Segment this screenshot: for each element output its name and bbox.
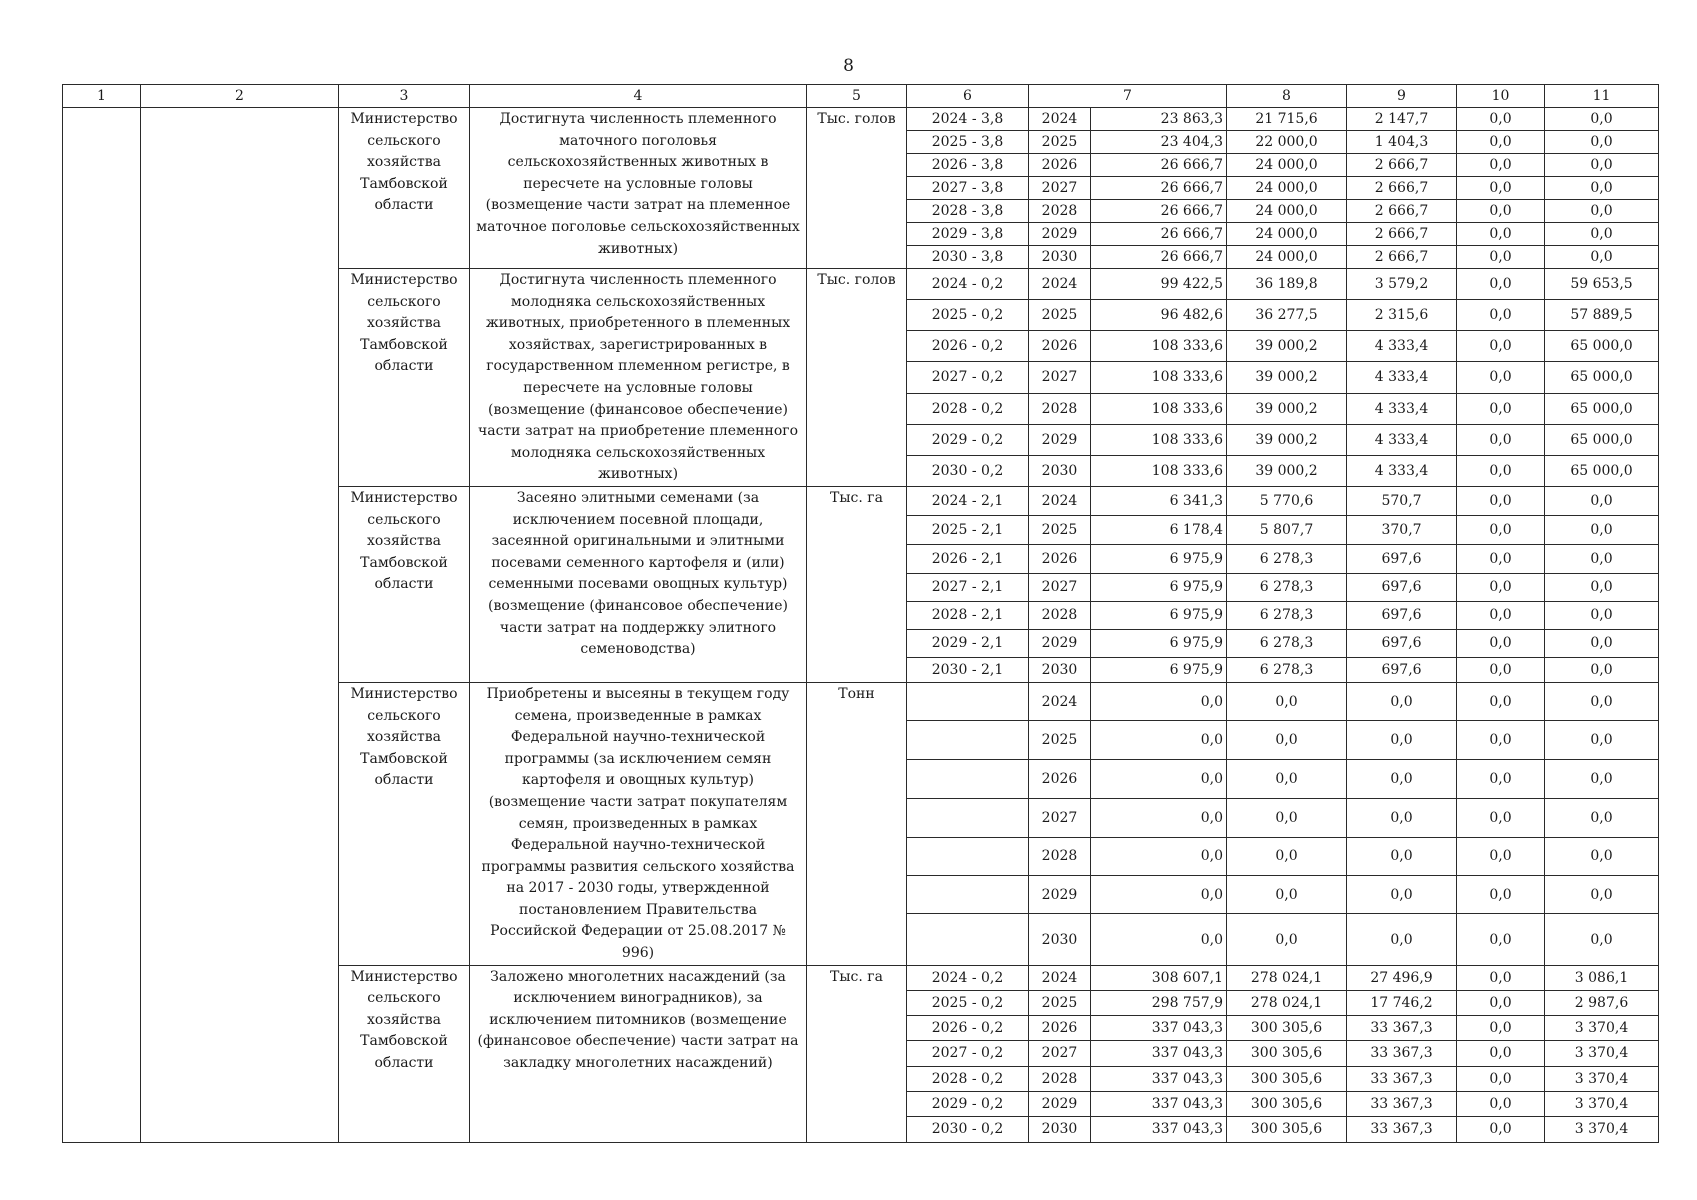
unit-cell-text: Тыс. га <box>830 489 883 506</box>
target-value-cell: 2029 - 3,8 <box>907 223 1029 246</box>
target-value-cell: 2027 - 2,1 <box>907 573 1029 601</box>
local-budget-cell: 0,0 <box>1457 601 1545 629</box>
local-budget-cell: 0,0 <box>1457 200 1545 223</box>
header-col-7: 7 <box>1029 85 1227 108</box>
year-cell: 2026 <box>1029 544 1091 573</box>
description-cell <box>470 965 807 1142</box>
local-budget-cell: 0,0 <box>1457 424 1545 455</box>
target-value-cell: 2025 - 0,2 <box>907 990 1029 1015</box>
total-cell: 0,0 <box>1091 799 1227 837</box>
regional-budget-cell: 4 333,4 <box>1347 362 1457 393</box>
total-cell: 6 341,3 <box>1091 486 1227 515</box>
target-value-cell: 2026 - 0,2 <box>907 331 1029 362</box>
local-budget-cell: 0,0 <box>1457 876 1545 914</box>
regional-budget-cell: 2 666,7 <box>1347 200 1457 223</box>
col-2-cell <box>141 108 339 1143</box>
extrabudget-cell: 0,0 <box>1545 544 1659 573</box>
extrabudget-cell: 65 000,0 <box>1545 362 1659 393</box>
regional-budget-cell: 0,0 <box>1347 721 1457 759</box>
regional-budget-cell: 0,0 <box>1347 837 1457 875</box>
extrabudget-cell: 0,0 <box>1545 682 1659 720</box>
regional-budget-cell: 697,6 <box>1347 573 1457 601</box>
regional-budget-cell: 2 666,7 <box>1347 223 1457 246</box>
year-cell: 2030 <box>1029 914 1091 965</box>
header-col-8: 8 <box>1227 85 1347 108</box>
federal-budget-cell: 0,0 <box>1227 876 1347 914</box>
total-cell: 337 043,3 <box>1091 1091 1227 1116</box>
target-value-cell: 2030 - 0,2 <box>907 455 1029 486</box>
unit-cell-text: Тонн <box>838 685 875 702</box>
regional-budget-cell: 2 315,6 <box>1347 300 1457 331</box>
extrabudget-cell: 57 889,5 <box>1545 300 1659 331</box>
col-1-cell <box>63 108 141 1143</box>
ministry-cell <box>339 108 470 269</box>
unit-cell-text: Тыс. голов <box>817 272 896 288</box>
year-cell: 2028 <box>1029 393 1091 424</box>
target-value-cell <box>907 721 1029 759</box>
ministry-cell <box>339 682 470 965</box>
regional-budget-cell: 0,0 <box>1347 799 1457 837</box>
federal-budget-cell: 36 189,8 <box>1227 269 1347 300</box>
extrabudget-cell: 65 000,0 <box>1545 424 1659 455</box>
year-cell: 2026 <box>1029 154 1091 177</box>
unit-cell <box>807 108 907 269</box>
unit-cell <box>807 682 907 965</box>
total-cell: 337 043,3 <box>1091 1040 1227 1066</box>
local-budget-cell: 0,0 <box>1457 965 1545 990</box>
extrabudget-cell: 65 000,0 <box>1545 455 1659 486</box>
total-cell: 23 404,3 <box>1091 131 1227 154</box>
extrabudget-cell: 0,0 <box>1545 154 1659 177</box>
local-budget-cell: 0,0 <box>1457 331 1545 362</box>
year-cell: 2028 <box>1029 837 1091 875</box>
local-budget-cell: 0,0 <box>1457 1091 1545 1116</box>
federal-budget-cell: 6 278,3 <box>1227 573 1347 601</box>
federal-budget-cell: 22 000,0 <box>1227 131 1347 154</box>
regional-budget-cell: 570,7 <box>1347 486 1457 515</box>
local-budget-cell: 0,0 <box>1457 799 1545 837</box>
federal-budget-cell: 39 000,2 <box>1227 455 1347 486</box>
federal-budget-cell: 24 000,0 <box>1227 177 1347 200</box>
ministry-cell-text: Министерство сельского хозяйства Тамбовской области <box>350 272 458 375</box>
year-cell: 2024 <box>1029 486 1091 515</box>
target-value-cell: 2029 - 0,2 <box>907 1091 1029 1116</box>
target-value-cell: 2026 - 2,1 <box>907 544 1029 573</box>
target-value-cell: 2024 - 0,2 <box>907 269 1029 300</box>
regional-budget-cell: 2 666,7 <box>1347 154 1457 177</box>
federal-budget-cell: 39 000,2 <box>1227 393 1347 424</box>
local-budget-cell: 0,0 <box>1457 515 1545 544</box>
local-budget-cell: 0,0 <box>1457 1015 1545 1040</box>
target-value-cell <box>907 759 1029 799</box>
extrabudget-cell: 3 370,4 <box>1545 1091 1659 1116</box>
target-value-cell: 2025 - 3,8 <box>907 131 1029 154</box>
federal-budget-cell: 300 305,6 <box>1227 1116 1347 1142</box>
table-row <box>63 108 1659 131</box>
regional-budget-cell: 33 367,3 <box>1347 1015 1457 1040</box>
extrabudget-cell: 0,0 <box>1545 223 1659 246</box>
unit-cell <box>807 269 907 487</box>
federal-budget-cell: 24 000,0 <box>1227 223 1347 246</box>
year-cell: 2028 <box>1029 601 1091 629</box>
regional-budget-cell: 4 333,4 <box>1347 424 1457 455</box>
local-budget-cell: 0,0 <box>1457 154 1545 177</box>
federal-budget-cell: 21 715,6 <box>1227 108 1347 131</box>
total-cell: 0,0 <box>1091 837 1227 875</box>
year-cell: 2025 <box>1029 131 1091 154</box>
total-cell: 26 666,7 <box>1091 200 1227 223</box>
target-value-cell: 2024 - 0,2 <box>907 965 1029 990</box>
total-cell: 337 043,3 <box>1091 1066 1227 1091</box>
target-value-cell <box>907 837 1029 875</box>
federal-budget-cell: 39 000,2 <box>1227 424 1347 455</box>
extrabudget-cell: 0,0 <box>1545 799 1659 837</box>
local-budget-cell: 0,0 <box>1457 1066 1545 1091</box>
local-budget-cell: 0,0 <box>1457 657 1545 682</box>
extrabudget-cell: 0,0 <box>1545 721 1659 759</box>
target-value-cell: 2028 - 2,1 <box>907 601 1029 629</box>
total-cell: 0,0 <box>1091 876 1227 914</box>
regional-budget-cell: 697,6 <box>1347 544 1457 573</box>
year-cell: 2024 <box>1029 269 1091 300</box>
target-value-cell: 2027 - 0,2 <box>907 1040 1029 1066</box>
federal-budget-cell: 300 305,6 <box>1227 1015 1347 1040</box>
regional-budget-cell: 370,7 <box>1347 515 1457 544</box>
regional-budget-cell: 17 746,2 <box>1347 990 1457 1015</box>
year-cell: 2025 <box>1029 515 1091 544</box>
federal-budget-cell: 0,0 <box>1227 799 1347 837</box>
total-cell: 6 975,9 <box>1091 601 1227 629</box>
total-cell: 23 863,3 <box>1091 108 1227 131</box>
target-value-cell <box>907 914 1029 965</box>
federal-budget-cell: 5 807,7 <box>1227 515 1347 544</box>
year-cell: 2027 <box>1029 573 1091 601</box>
total-cell: 0,0 <box>1091 721 1227 759</box>
regional-budget-cell: 0,0 <box>1347 914 1457 965</box>
total-cell: 6 975,9 <box>1091 629 1227 657</box>
extrabudget-cell: 65 000,0 <box>1545 393 1659 424</box>
ministry-cell <box>339 965 470 1142</box>
unit-cell <box>807 965 907 1142</box>
unit-cell-text: Тыс. голов <box>817 111 896 127</box>
total-cell: 308 607,1 <box>1091 965 1227 990</box>
target-value-cell <box>907 682 1029 720</box>
total-cell: 26 666,7 <box>1091 154 1227 177</box>
target-value-cell: 2024 - 3,8 <box>907 108 1029 131</box>
target-value-cell: 2027 - 3,8 <box>907 177 1029 200</box>
total-cell: 99 422,5 <box>1091 269 1227 300</box>
total-cell: 6 975,9 <box>1091 544 1227 573</box>
year-cell: 2030 <box>1029 1116 1091 1142</box>
federal-budget-cell: 36 277,5 <box>1227 300 1347 331</box>
regional-budget-cell: 697,6 <box>1347 657 1457 682</box>
extrabudget-cell: 3 086,1 <box>1545 965 1659 990</box>
ministry-cell-text: Министерство сельского хозяйства Тамбовской области <box>350 685 458 789</box>
total-cell: 6 975,9 <box>1091 573 1227 601</box>
federal-budget-cell: 278 024,1 <box>1227 990 1347 1015</box>
year-cell: 2028 <box>1029 200 1091 223</box>
header-col-3: 3 <box>339 85 470 108</box>
regional-budget-cell: 33 367,3 <box>1347 1040 1457 1066</box>
local-budget-cell: 0,0 <box>1457 486 1545 515</box>
year-cell: 2030 <box>1029 246 1091 269</box>
local-budget-cell: 0,0 <box>1457 1040 1545 1066</box>
table-body <box>63 108 1659 1143</box>
regional-budget-cell: 27 496,9 <box>1347 965 1457 990</box>
total-cell: 108 333,6 <box>1091 362 1227 393</box>
target-value-cell: 2025 - 0,2 <box>907 300 1029 331</box>
local-budget-cell: 0,0 <box>1457 269 1545 300</box>
description-cell <box>470 108 807 269</box>
total-cell: 6 178,4 <box>1091 515 1227 544</box>
extrabudget-cell: 0,0 <box>1545 657 1659 682</box>
local-budget-cell: 0,0 <box>1457 837 1545 875</box>
year-cell: 2029 <box>1029 629 1091 657</box>
extrabudget-cell: 0,0 <box>1545 515 1659 544</box>
regional-budget-cell: 0,0 <box>1347 682 1457 720</box>
header-col-1: 1 <box>63 85 141 108</box>
target-value-cell: 2028 - 0,2 <box>907 1066 1029 1091</box>
regional-budget-cell: 4 333,4 <box>1347 331 1457 362</box>
regional-budget-cell: 697,6 <box>1347 629 1457 657</box>
extrabudget-cell: 3 370,4 <box>1545 1066 1659 1091</box>
federal-budget-cell: 278 024,1 <box>1227 965 1347 990</box>
year-cell: 2028 <box>1029 1066 1091 1091</box>
federal-budget-cell: 0,0 <box>1227 837 1347 875</box>
year-cell: 2027 <box>1029 799 1091 837</box>
year-cell: 2025 <box>1029 721 1091 759</box>
extrabudget-cell: 0,0 <box>1545 914 1659 965</box>
extrabudget-cell: 0,0 <box>1545 108 1659 131</box>
target-value-cell: 2027 - 0,2 <box>907 362 1029 393</box>
target-value-cell <box>907 799 1029 837</box>
extrabudget-cell: 0,0 <box>1545 486 1659 515</box>
regional-budget-cell: 1 404,3 <box>1347 131 1457 154</box>
extrabudget-cell: 59 653,5 <box>1545 269 1659 300</box>
header-row <box>63 85 1659 108</box>
total-cell: 6 975,9 <box>1091 657 1227 682</box>
target-value-cell: 2026 - 0,2 <box>907 1015 1029 1040</box>
regional-budget-cell: 33 367,3 <box>1347 1066 1457 1091</box>
total-cell: 26 666,7 <box>1091 177 1227 200</box>
extrabudget-cell: 65 000,0 <box>1545 331 1659 362</box>
regional-budget-cell: 33 367,3 <box>1347 1116 1457 1142</box>
target-value-cell: 2029 - 2,1 <box>907 629 1029 657</box>
target-value-cell: 2024 - 2,1 <box>907 486 1029 515</box>
federal-budget-cell: 300 305,6 <box>1227 1066 1347 1091</box>
header-col-5: 5 <box>807 85 907 108</box>
target-value-cell: 2025 - 2,1 <box>907 515 1029 544</box>
year-cell: 2027 <box>1029 177 1091 200</box>
ministry-cell <box>339 486 470 682</box>
total-cell: 108 333,6 <box>1091 424 1227 455</box>
extrabudget-cell: 3 370,4 <box>1545 1116 1659 1142</box>
year-cell: 2025 <box>1029 300 1091 331</box>
ministry-cell-text: Министерство сельского хозяйства Тамбовской области <box>350 489 458 593</box>
total-cell: 26 666,7 <box>1091 246 1227 269</box>
local-budget-cell: 0,0 <box>1457 1116 1545 1142</box>
year-cell: 2027 <box>1029 1040 1091 1066</box>
year-cell: 2024 <box>1029 682 1091 720</box>
regional-budget-cell: 4 333,4 <box>1347 455 1457 486</box>
federal-budget-cell: 300 305,6 <box>1227 1040 1347 1066</box>
local-budget-cell: 0,0 <box>1457 544 1545 573</box>
target-value-cell: 2029 - 0,2 <box>907 424 1029 455</box>
federal-budget-cell: 5 770,6 <box>1227 486 1347 515</box>
local-budget-cell: 0,0 <box>1457 362 1545 393</box>
extrabudget-cell: 0,0 <box>1545 629 1659 657</box>
target-value-cell: 2026 - 3,8 <box>907 154 1029 177</box>
total-cell: 108 333,6 <box>1091 393 1227 424</box>
target-value-cell: 2028 - 0,2 <box>907 393 1029 424</box>
federal-budget-cell: 300 305,6 <box>1227 1091 1347 1116</box>
federal-budget-cell: 24 000,0 <box>1227 154 1347 177</box>
extrabudget-cell: 0,0 <box>1545 246 1659 269</box>
year-cell: 2029 <box>1029 1091 1091 1116</box>
federal-budget-cell: 0,0 <box>1227 721 1347 759</box>
total-cell: 26 666,7 <box>1091 223 1227 246</box>
header-col-9: 9 <box>1347 85 1457 108</box>
extrabudget-cell: 0,0 <box>1545 837 1659 875</box>
extrabudget-cell: 0,0 <box>1545 876 1659 914</box>
total-cell: 0,0 <box>1091 682 1227 720</box>
year-cell: 2026 <box>1029 759 1091 799</box>
unit-cell-text: Тыс. га <box>830 968 883 985</box>
regional-budget-cell: 2 147,7 <box>1347 108 1457 131</box>
federal-budget-cell: 24 000,0 <box>1227 200 1347 223</box>
regional-budget-cell: 0,0 <box>1347 759 1457 799</box>
total-cell: 298 757,9 <box>1091 990 1227 1015</box>
description-cell <box>470 682 807 965</box>
extrabudget-cell: 3 370,4 <box>1545 1040 1659 1066</box>
regional-budget-cell: 2 666,7 <box>1347 177 1457 200</box>
federal-budget-cell: 0,0 <box>1227 914 1347 965</box>
program-table <box>62 84 1659 1143</box>
federal-budget-cell: 0,0 <box>1227 759 1347 799</box>
description-cell-text: Засеяно элитными семенами (за исключением посевной площади, засеянной оригинальными и элитными посевами семенного картофеля и (или) семенными посевами овощных культур) (возмещение (финансовое обеспечение) части затрат на поддержку элитного семеноводства) <box>488 489 788 658</box>
year-cell: 2027 <box>1029 362 1091 393</box>
regional-budget-cell: 4 333,4 <box>1347 393 1457 424</box>
extrabudget-cell: 0,0 <box>1545 601 1659 629</box>
federal-budget-cell: 6 278,3 <box>1227 544 1347 573</box>
total-cell: 0,0 <box>1091 759 1227 799</box>
federal-budget-cell: 39 000,2 <box>1227 331 1347 362</box>
year-cell: 2024 <box>1029 965 1091 990</box>
year-cell: 2029 <box>1029 876 1091 914</box>
local-budget-cell: 0,0 <box>1457 629 1545 657</box>
total-cell: 337 043,3 <box>1091 1015 1227 1040</box>
ministry-cell-text: Министерство сельского хозяйства Тамбовской области <box>350 111 458 214</box>
local-budget-cell: 0,0 <box>1457 223 1545 246</box>
extrabudget-cell: 2 987,6 <box>1545 990 1659 1015</box>
extrabudget-cell: 0,0 <box>1545 177 1659 200</box>
local-budget-cell: 0,0 <box>1457 573 1545 601</box>
year-cell: 2024 <box>1029 108 1091 131</box>
regional-budget-cell: 0,0 <box>1347 876 1457 914</box>
total-cell: 108 333,6 <box>1091 455 1227 486</box>
local-budget-cell: 0,0 <box>1457 108 1545 131</box>
federal-budget-cell: 39 000,2 <box>1227 362 1347 393</box>
federal-budget-cell: 6 278,3 <box>1227 629 1347 657</box>
description-cell-text: Заложено многолетних насаждений (за исключением виноградников), за исключением питомников (возмещение (финансовое обеспечение) части затрат на закладку многолетних насаждений) <box>477 968 799 1072</box>
year-cell: 2026 <box>1029 1015 1091 1040</box>
local-budget-cell: 0,0 <box>1457 177 1545 200</box>
target-value-cell: 2030 - 3,8 <box>907 246 1029 269</box>
ministry-cell <box>339 269 470 487</box>
year-cell: 2029 <box>1029 424 1091 455</box>
local-budget-cell: 0,0 <box>1457 682 1545 720</box>
ministry-cell-text: Министерство сельского хозяйства Тамбовской области <box>350 968 458 1072</box>
target-value-cell: 2030 - 2,1 <box>907 657 1029 682</box>
target-value-cell: 2030 - 0,2 <box>907 1116 1029 1142</box>
header-col-6: 6 <box>907 85 1029 108</box>
description-cell <box>470 486 807 682</box>
extrabudget-cell: 0,0 <box>1545 759 1659 799</box>
local-budget-cell: 0,0 <box>1457 914 1545 965</box>
description-cell <box>470 269 807 487</box>
year-cell: 2026 <box>1029 331 1091 362</box>
local-budget-cell: 0,0 <box>1457 455 1545 486</box>
local-budget-cell: 0,0 <box>1457 721 1545 759</box>
local-budget-cell: 0,0 <box>1457 393 1545 424</box>
regional-budget-cell: 697,6 <box>1347 601 1457 629</box>
extrabudget-cell: 3 370,4 <box>1545 1015 1659 1040</box>
description-cell-text: Приобретены и высеяны в текущем году семена, произведенные в рамках Федеральной научно-технической программы (за исключением семян картофеля и овощных культур) (возмещение части затрат покупателям семян, произведенных в рамках Федеральной научно-технической программы развития сельского хозяйства на 2017 - 2030 годы, утвержденной постановлением Правительства Российской Федерации от 25.08.2017 № 996) <box>481 685 795 962</box>
year-cell: 2030 <box>1029 657 1091 682</box>
total-cell: 96 482,6 <box>1091 300 1227 331</box>
header-col-4: 4 <box>470 85 807 108</box>
header-col-11: 11 <box>1545 85 1659 108</box>
description-cell-text: Достигнута численность племенного маточного поголовья сельскохозяйственных животных в пересчете на условные головы (возмещение части затрат на племенное маточное поголовье сельскохозяйственных животных) <box>476 111 800 257</box>
local-budget-cell: 0,0 <box>1457 990 1545 1015</box>
page-number: 8 <box>843 56 854 76</box>
local-budget-cell: 0,0 <box>1457 759 1545 799</box>
target-value-cell <box>907 876 1029 914</box>
extrabudget-cell: 0,0 <box>1545 573 1659 601</box>
unit-cell <box>807 486 907 682</box>
target-value-cell: 2028 - 3,8 <box>907 200 1029 223</box>
federal-budget-cell: 6 278,3 <box>1227 601 1347 629</box>
year-cell: 2030 <box>1029 455 1091 486</box>
regional-budget-cell: 2 666,7 <box>1347 246 1457 269</box>
federal-budget-cell: 6 278,3 <box>1227 657 1347 682</box>
total-cell: 337 043,3 <box>1091 1116 1227 1142</box>
description-cell-text: Достигнута численность племенного молодняка сельскохозяйственных животных, приобретенного в племенных хозяйствах, зарегистрированных в государственном племенном регистре, в пересчете на условные головы (возмещение (финансовое обеспечение) части затрат на приобретение племенного молодняка сельскохозяйственных животных) <box>477 272 799 483</box>
header-col-2: 2 <box>141 85 339 108</box>
year-cell: 2025 <box>1029 990 1091 1015</box>
federal-budget-cell: 0,0 <box>1227 682 1347 720</box>
extrabudget-cell: 0,0 <box>1545 131 1659 154</box>
header-col-10: 10 <box>1457 85 1545 108</box>
local-budget-cell: 0,0 <box>1457 246 1545 269</box>
regional-budget-cell: 33 367,3 <box>1347 1091 1457 1116</box>
federal-budget-cell: 24 000,0 <box>1227 246 1347 269</box>
local-budget-cell: 0,0 <box>1457 300 1545 331</box>
extrabudget-cell: 0,0 <box>1545 200 1659 223</box>
total-cell: 0,0 <box>1091 914 1227 965</box>
total-cell: 108 333,6 <box>1091 331 1227 362</box>
local-budget-cell: 0,0 <box>1457 131 1545 154</box>
year-cell: 2029 <box>1029 223 1091 246</box>
regional-budget-cell: 3 579,2 <box>1347 269 1457 300</box>
